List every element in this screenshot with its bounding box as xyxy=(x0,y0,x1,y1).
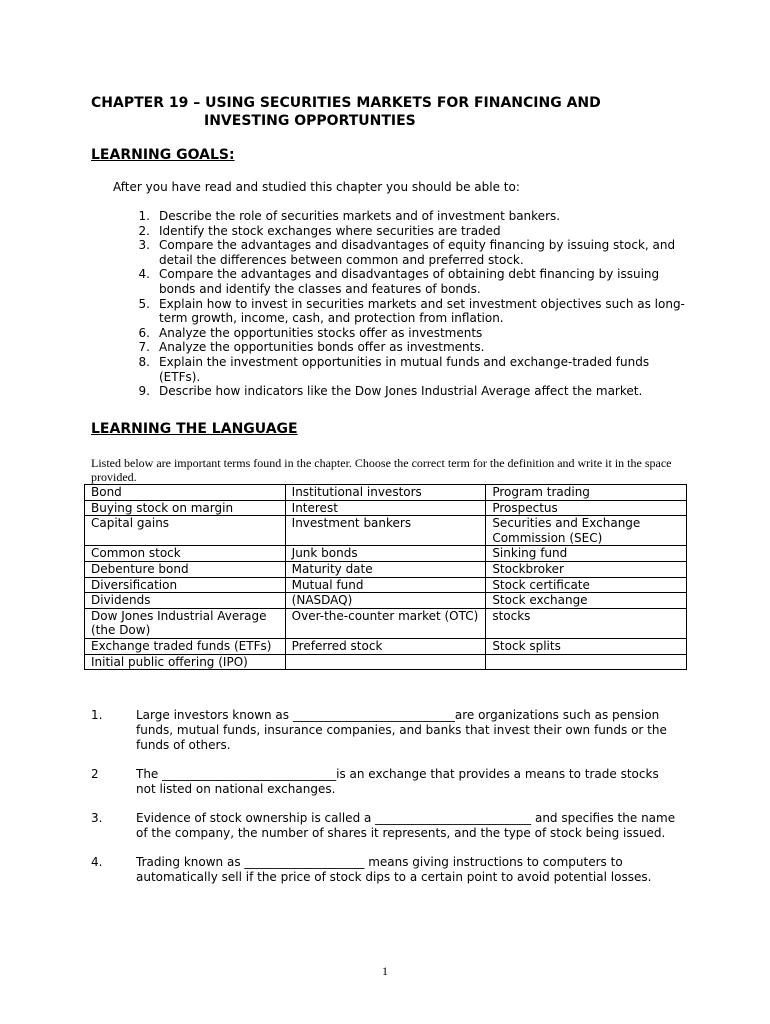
question-item xyxy=(91,767,681,797)
learning-goal-item xyxy=(130,355,690,384)
learning-goal-item xyxy=(130,384,690,399)
term-cell: Investment bankers xyxy=(285,516,486,546)
term-cell: Diversification xyxy=(85,577,286,593)
learning-goal-number: 2. xyxy=(138,223,150,238)
term-cell: Stock exchange xyxy=(486,593,687,609)
term-cell: (NASDAQ) xyxy=(285,593,486,609)
question-text: Evidence of stock ownership is called a __________________________ and specifies the name of the company, the number of shares it represents, and the type of stock being issued. xyxy=(136,811,676,840)
terms-table-row xyxy=(85,500,687,516)
terms-table-row xyxy=(85,608,687,638)
questions-list xyxy=(91,708,681,899)
term-cell: Securities and Exchange Commission (SEC) xyxy=(486,516,687,546)
term-cell: stocks xyxy=(486,608,687,638)
learning-goals-heading: LEARNING GOALS: xyxy=(91,147,235,163)
terms-table-row xyxy=(85,593,687,609)
term-cell: Exchange traded funds (ETFs) xyxy=(85,638,286,654)
question-text: Large investors known as ___________________________are organizations such as pension funds, mutual funds, insurance companies, and banks that invest their own funds or the funds of others. xyxy=(136,708,667,752)
terms-table-row xyxy=(85,561,687,577)
terms-table-row xyxy=(85,516,687,546)
term-cell: Institutional investors xyxy=(285,485,486,501)
learning-goal-number: 6. xyxy=(138,325,150,340)
term-cell xyxy=(285,654,486,670)
learning-goal-number: 9. xyxy=(138,384,150,399)
learning-goal-text: Analyze the opportunities bonds offer as investments. xyxy=(159,340,485,355)
learning-goal-item xyxy=(130,326,690,341)
learning-goal-text: Describe how indicators like the Dow Jones Industrial Average affect the market. xyxy=(159,384,643,399)
chapter-title-line-1: CHAPTER 19 – USING SECURITIES MARKETS FOR FINANCING AND xyxy=(91,95,601,111)
learning-goal-item xyxy=(130,209,690,224)
term-cell: Sinking fund xyxy=(486,546,687,562)
learning-goal-item xyxy=(130,340,690,355)
learning-language-instructions: Listed below are important terms found in the chapter. Choose the correct term for the definition and write it in the space provided. xyxy=(91,456,672,484)
learning-goal-item xyxy=(130,238,690,267)
learning-goal-number: 7. xyxy=(138,340,150,355)
term-cell: Dividends xyxy=(85,593,286,609)
learning-goal-text: Explain how to invest in securities markets and set investment objectives such as long-term growth, income, cash, and protection from inflation. xyxy=(159,296,685,326)
terms-table-row xyxy=(85,654,687,670)
page-number: 1 xyxy=(382,964,388,978)
term-cell: Junk bonds xyxy=(285,546,486,562)
learning-goal-item xyxy=(130,224,690,239)
term-cell: Stockbroker xyxy=(486,561,687,577)
term-cell: Mutual fund xyxy=(285,577,486,593)
term-cell: Stock certificate xyxy=(486,577,687,593)
question-text: Trading known as ____________________ means giving instructions to computers to automatically sell if the price of stock dips to a certain point to avoid potential losses. xyxy=(136,855,652,884)
learning-goal-text: Explain the investment opportunities in mutual funds and exchange-traded funds (ETFs). xyxy=(159,354,650,384)
term-cell: Over-the-counter market (OTC) xyxy=(285,608,486,638)
terms-table-row xyxy=(85,485,687,501)
question-item xyxy=(91,708,681,753)
chapter-title xyxy=(91,94,691,130)
term-cell: Bond xyxy=(85,485,286,501)
learning-goal-text: Compare the advantages and disadvantages of obtaining debt financing by issuing bonds and identify the classes and features of bonds. xyxy=(159,267,660,296)
term-cell: Capital gains xyxy=(85,516,286,546)
learning-goal-item xyxy=(130,297,690,326)
question-text: The _____________________________is an exchange that provides a means to trade stocks not listed on national exchanges. xyxy=(136,767,659,796)
term-cell: Stock splits xyxy=(486,638,687,654)
learning-language-heading: LEARNING THE LANGUAGE xyxy=(91,421,298,437)
term-cell: Debenture bond xyxy=(85,561,286,577)
question-number: 4. xyxy=(91,855,103,869)
terms-table-row xyxy=(85,638,687,654)
question-number: 2 xyxy=(91,767,99,781)
term-cell: Dow Jones Industrial Average (the Dow) xyxy=(85,608,286,638)
chapter-title-line-2: INVESTING OPPORTUNTIES xyxy=(204,113,416,129)
term-cell: Common stock xyxy=(85,546,286,562)
terms-table-row xyxy=(85,546,687,562)
term-cell: Initial public offering (IPO) xyxy=(85,654,286,670)
learning-goal-item xyxy=(130,267,690,296)
question-item xyxy=(91,855,681,885)
learning-goal-text: Identify the stock exchanges where securities are traded xyxy=(159,223,501,238)
question-number: 1. xyxy=(91,708,103,722)
learning-goal-number: 4. xyxy=(138,267,150,282)
learning-goal-number: 1. xyxy=(138,209,150,223)
term-cell: Maturity date xyxy=(285,561,486,577)
terms-table-row xyxy=(85,577,687,593)
question-item xyxy=(91,811,681,841)
learning-goal-number: 3. xyxy=(138,238,150,253)
terms-table xyxy=(84,484,687,670)
term-cell xyxy=(486,654,687,670)
learning-goals-list xyxy=(130,209,690,399)
term-cell: Interest xyxy=(285,500,486,516)
learning-goal-text: Describe the role of securities markets and of investment bankers. xyxy=(159,209,561,223)
term-cell: Preferred stock xyxy=(285,638,486,654)
term-cell: Program trading xyxy=(486,485,687,501)
learning-goal-number: 5. xyxy=(138,296,150,311)
learning-goals-intro: After you have read and studied this chapter you should be able to: xyxy=(113,180,520,194)
term-cell: Prospectus xyxy=(486,500,687,516)
learning-goal-text: Analyze the opportunities stocks offer as investments xyxy=(159,325,483,340)
term-cell: Buying stock on margin xyxy=(85,500,286,516)
question-number: 3. xyxy=(91,811,103,825)
learning-goal-text: Compare the advantages and disadvantages of equity financing by issuing stock, and detail the differences between common and preferred stock. xyxy=(159,238,676,267)
learning-goal-number: 8. xyxy=(138,354,150,369)
